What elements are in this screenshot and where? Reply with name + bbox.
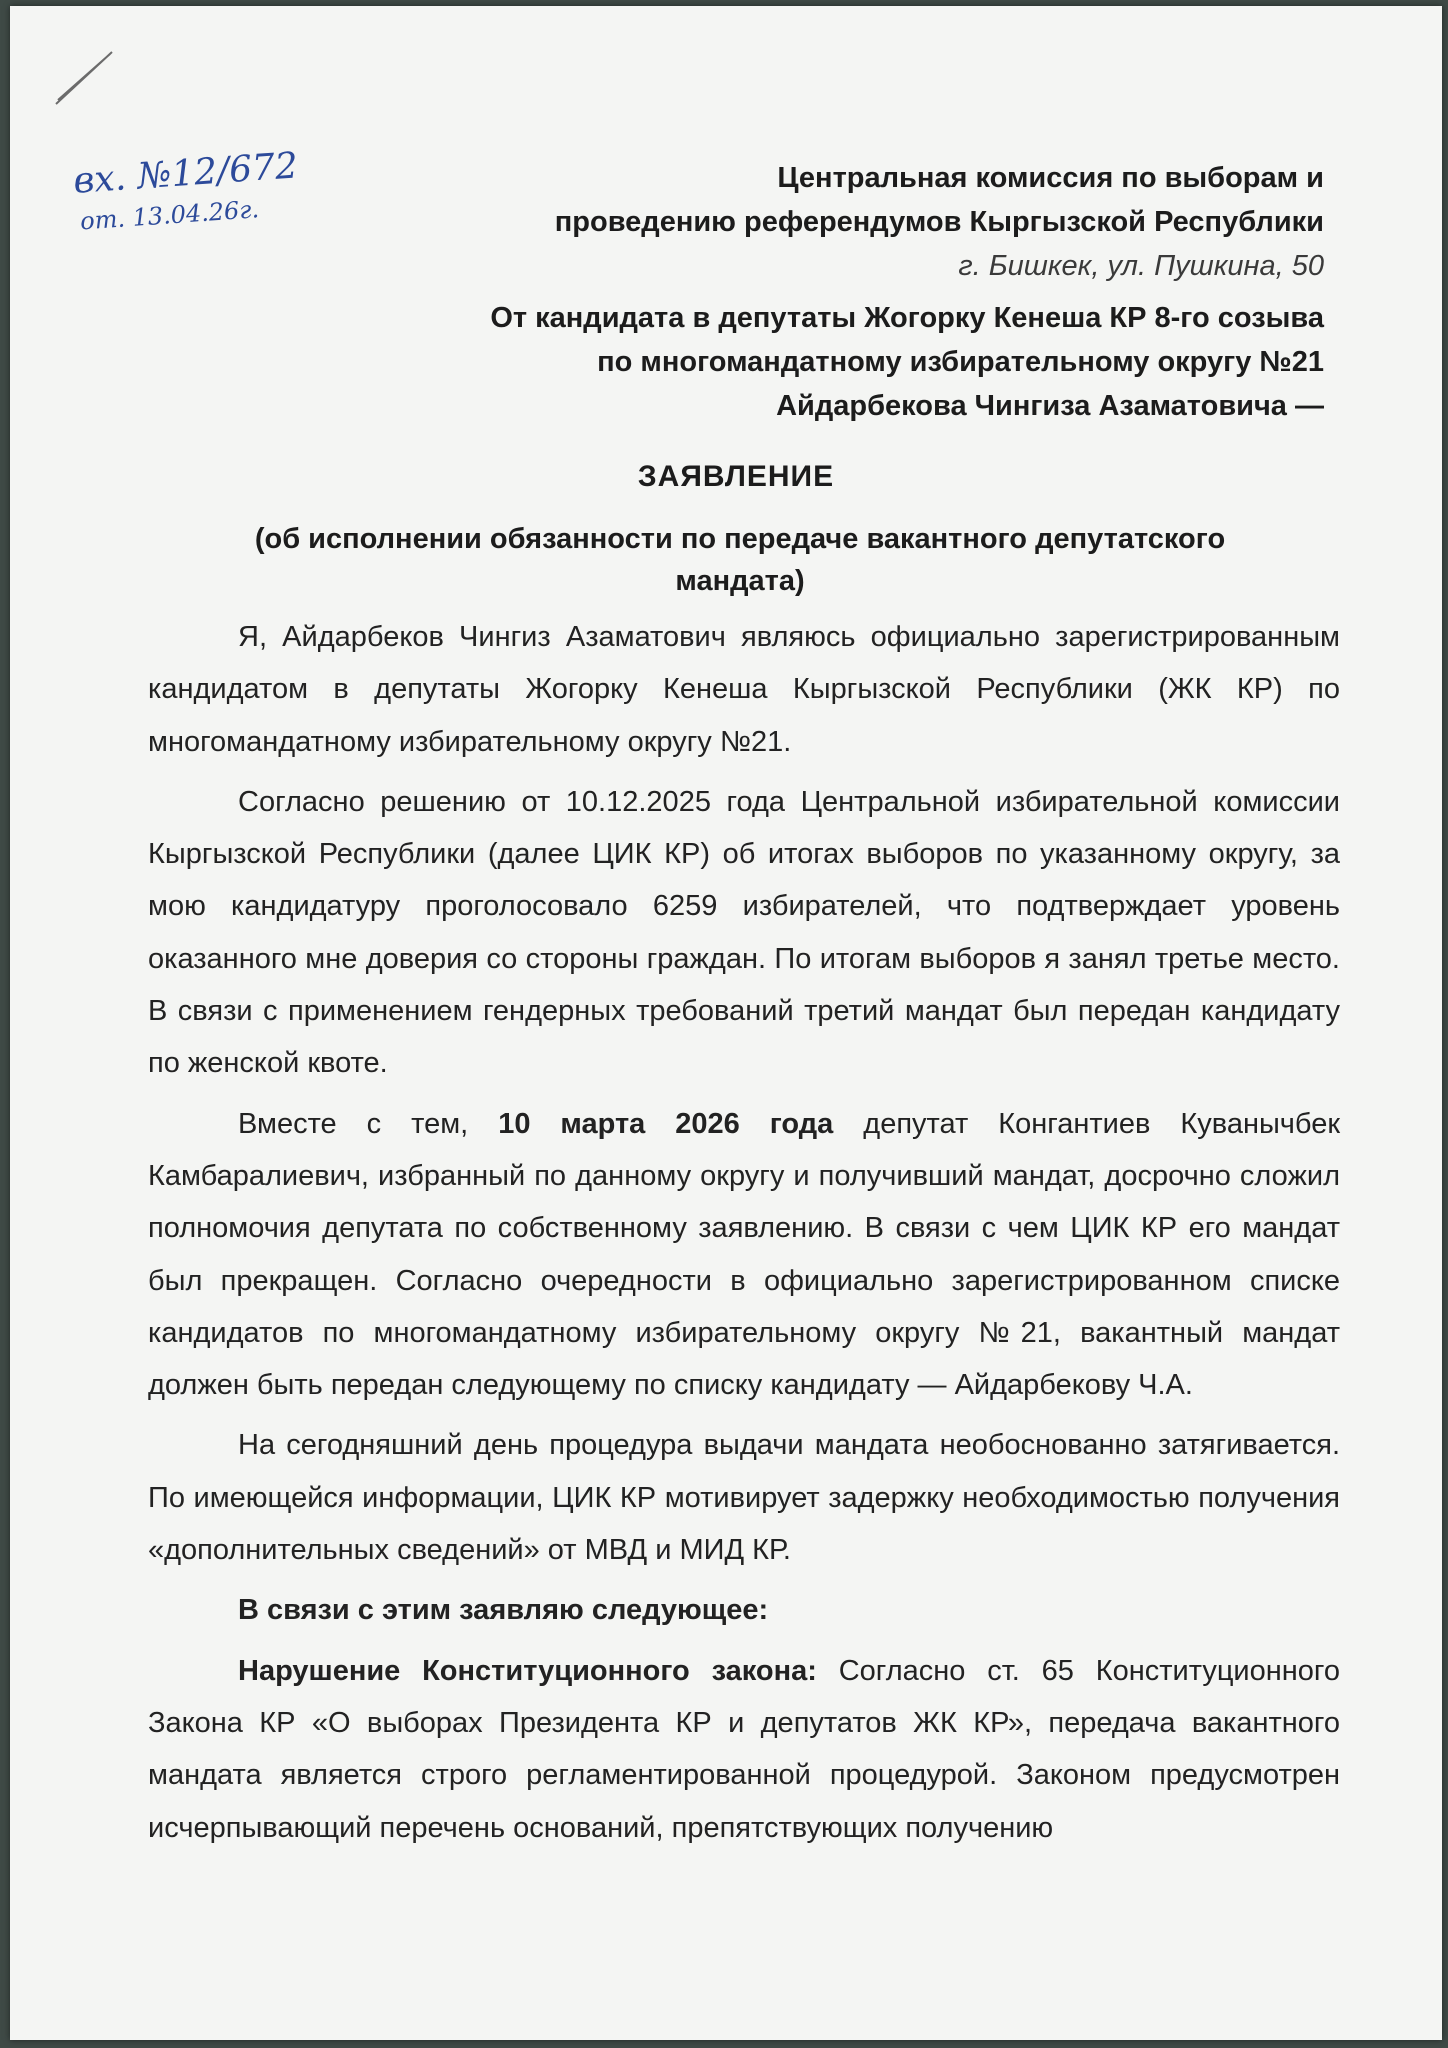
paragraph-3-start: Вместе с тем, [238, 1107, 469, 1140]
paragraph-4: На сегодняшний день процедура выдачи мандата необоснованно затягивается. По имеющейся информации, ЦИК КР мотивирует задержку необходимостью получения «дополнительных сведений» от МВД и МИД КР. [148, 1429, 1340, 1567]
document-subtitle: (об исполнении обязанности по передаче вакантного депутатского мандата) [254, 523, 1226, 597]
sender-line-3: Айдарбекова Чингиза Азаматовича — [776, 390, 1324, 422]
paragraph-2: Согласно решению от 10.12.2025 года Центральной избирательной комиссии Кыргызской Республики (далее ЦИК КР) об итогах выборов по указанному округу, за мою кандидатуру проголосовало 6259 избирателей, что подтверждает уровень оказанного мне доверия со стороны граждан. По итогам выборов я занял третье место. В связи с применением гендерных требований третий мандат был передан кандидату по женской квоте. [148, 785, 1340, 1080]
paragraph-3-date: 10 марта 2026 года [498, 1107, 834, 1140]
addressee-line-1: Центральная комиссия по выборам и [777, 162, 1324, 194]
addressee-block [324, 156, 1324, 288]
addressee-line-2: проведению референдумов Кыргызской Республики [554, 206, 1324, 238]
sender-block [224, 296, 1324, 428]
sender-line-1: От кандидата в депутаты Жогорку Кенеша КР 8-го созыва [490, 302, 1324, 334]
stamp-date: от. 13.04.26г. [79, 195, 260, 236]
stamp-number: вх. №12/672 [72, 145, 300, 202]
incoming-registration-stamp [72, 145, 302, 236]
paragraph-3 [148, 1098, 1340, 1412]
paragraph-1: Я, Айдарбеков Чингиз Азаматович являюсь официально зарегистрированным кандидатом в депутаты Жогорку Кенеша Кыргызской Республики (ЖК КР) по многомандатному избирательному округу №21. [148, 621, 1340, 758]
paragraph-6-rest: Согласно ст. 65 Конституционного Закона КР «О выборах Президента КР и депутатов ЖК КР», передача вакантного мандата является строго регламентированной процедурой. Законом предусмотрен исчерпывающий перечень оснований, препятствующих получению [148, 1654, 1340, 1844]
addressee-address: г. Бишкек, ул. Пушкина, 50 [958, 250, 1324, 282]
document-title: ЗАЯВЛЕНИЕ [637, 460, 835, 493]
paragraph-3-rest: депутат Конгантиев Куванычбек Камбаралиевич, избранный по данному округу и получивший мандат, досрочно сложил полномочия депутата по собственному заявлению. В связи с чем ЦИК КР его мандат был прекращен. Согласно очередности в официально зарегистрированном списке кандидатов по многомандатному избирательному округу №21, вакантный мандат должен быть передан следующему по списку кандидату — Айдарбекову Ч.А. [148, 1107, 1341, 1402]
document-body [148, 611, 1340, 1854]
paragraph-6 [148, 1645, 1340, 1854]
document-page [10, 6, 1442, 2040]
paragraph-6-lead: Нарушение Конституционного закона: [238, 1654, 817, 1687]
sender-line-2: по многомандатному избирательному округу №21 [597, 346, 1324, 378]
pen-stroke-mark [50, 34, 130, 114]
paragraph-5-heading: В связи с этим заявляю следующее: [238, 1594, 769, 1627]
